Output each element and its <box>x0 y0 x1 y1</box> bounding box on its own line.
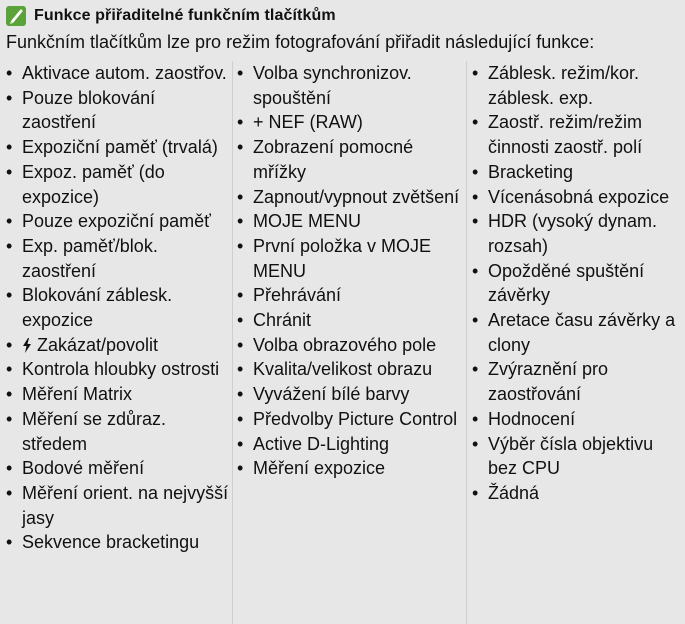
section-title: Funkce přiřaditelné funkčním tlačítkům <box>34 7 336 24</box>
list-item <box>237 135 464 184</box>
column-divider <box>466 61 467 624</box>
list-item-label: První položka v MOJE MENU <box>253 235 432 281</box>
list-item-label: Měření expozice <box>253 458 386 479</box>
feature-column-1 <box>6 61 230 555</box>
column-divider <box>232 61 233 624</box>
list-item <box>237 308 464 333</box>
list-item-label: Blokování záblesk. expozice <box>22 285 173 331</box>
list-item <box>472 407 683 432</box>
flash-icon <box>22 338 32 353</box>
list-item-label: MOJE MENU <box>253 211 361 232</box>
list-item <box>6 86 230 135</box>
list-item-label: Volba synchronizov. spouštění <box>253 63 412 108</box>
list-item-label: Expoz. paměť (do expozice) <box>22 161 165 207</box>
list-item-label: Active D-Lighting <box>253 433 390 454</box>
list-item-label: + NEF (RAW) <box>253 112 363 133</box>
list-item-label: Kvalita/velikost obrazu <box>253 359 433 380</box>
list-item-label: Hodnocení <box>488 408 576 429</box>
list-item <box>6 407 230 456</box>
list-item-label: Sekvence bracketingu <box>22 532 200 553</box>
list-item <box>6 333 230 358</box>
list-item <box>237 234 464 283</box>
list-item-label: Výběr čísla objektivu bez CPU <box>488 433 654 479</box>
list-item <box>6 456 230 481</box>
list-item-label: Přehrávání <box>253 285 342 306</box>
list-item-label: Opožděné spuštění závěrky <box>488 260 645 306</box>
list-item <box>472 432 683 481</box>
list-item-label: Volba obrazového pole <box>253 334 437 355</box>
list-item <box>6 283 230 332</box>
list-item-label: Měření orient. na nejvyšší jasy <box>22 482 229 528</box>
list-item-label: Zaostř. režim/režim činnosti zaostř. polí <box>488 112 643 158</box>
list-item <box>6 135 230 160</box>
list-item <box>237 407 464 432</box>
list-item <box>237 432 464 457</box>
list-item-label: Vícenásobná expozice <box>488 186 670 207</box>
feature-list-2 <box>237 61 464 481</box>
list-item-label: Kontrola hloubky ostrosti <box>22 359 220 380</box>
list-item <box>6 481 230 530</box>
list-item-label: Bracketing <box>488 161 574 182</box>
list-item <box>6 234 230 283</box>
list-item-label: Chránit <box>253 310 312 331</box>
list-item-label: Pouze expoziční paměť <box>22 211 211 232</box>
list-item <box>237 456 464 481</box>
list-item-label: Měření Matrix <box>22 384 133 405</box>
list-item <box>237 357 464 382</box>
feature-columns <box>0 61 685 624</box>
list-item-label: Pouze blokování zaostření <box>22 87 156 133</box>
list-item <box>6 357 230 382</box>
list-item-label: Zobrazení pomocné mřížky <box>253 137 414 182</box>
list-item-label: HDR (vysoký dynam. rozsah) <box>488 211 658 256</box>
list-item-label: Zakázat/povolit <box>37 334 159 355</box>
list-item <box>472 110 683 159</box>
list-item <box>472 481 683 506</box>
list-item-label: Záblesk. režim/kor. záblesk. exp. <box>488 63 640 108</box>
list-item <box>6 382 230 407</box>
section-heading <box>6 4 336 28</box>
list-item-label: Zapnout/vypnout zvětšení <box>253 186 460 207</box>
list-item-label: Aktivace autom. zaostřov. <box>22 63 227 83</box>
list-item <box>6 61 230 86</box>
feature-column-2 <box>237 61 464 481</box>
list-item-label: Bodové měření <box>22 458 145 479</box>
list-item <box>472 160 683 185</box>
intro-text: Funkčním tlačítkům lze pro režim fotografování přiřadit následující funkce: <box>6 32 595 52</box>
list-item <box>472 185 683 210</box>
list-item-label: Aretace času závěrky a clony <box>488 310 676 355</box>
list-item-label: Předvolby Picture Control <box>253 408 458 429</box>
list-item <box>237 382 464 407</box>
list-item <box>237 185 464 210</box>
list-item-label: Expoziční paměť (trvalá) <box>22 137 218 158</box>
list-item <box>237 333 464 358</box>
list-item <box>472 61 683 110</box>
pencil-note-icon <box>6 6 26 26</box>
list-item-label: Zvýraznění pro zaostřování <box>488 359 609 405</box>
list-item <box>472 308 683 357</box>
list-item <box>237 283 464 308</box>
list-item <box>6 160 230 209</box>
list-item-label: Žádná <box>488 482 540 503</box>
list-item-label: Měření se zdůraz. středem <box>22 408 167 454</box>
feature-list-1 <box>6 61 230 555</box>
list-item <box>237 61 464 110</box>
list-item <box>6 209 230 234</box>
list-item <box>237 209 464 234</box>
feature-column-3 <box>472 61 683 506</box>
list-item <box>6 530 230 555</box>
list-item-label: Exp. paměť/blok. zaostření <box>22 235 158 281</box>
list-item <box>472 357 683 406</box>
list-item <box>237 110 464 135</box>
feature-list-3 <box>472 61 683 506</box>
list-item-label: Vyvážení bílé barvy <box>253 384 410 405</box>
list-item <box>472 209 683 258</box>
list-item <box>472 259 683 308</box>
